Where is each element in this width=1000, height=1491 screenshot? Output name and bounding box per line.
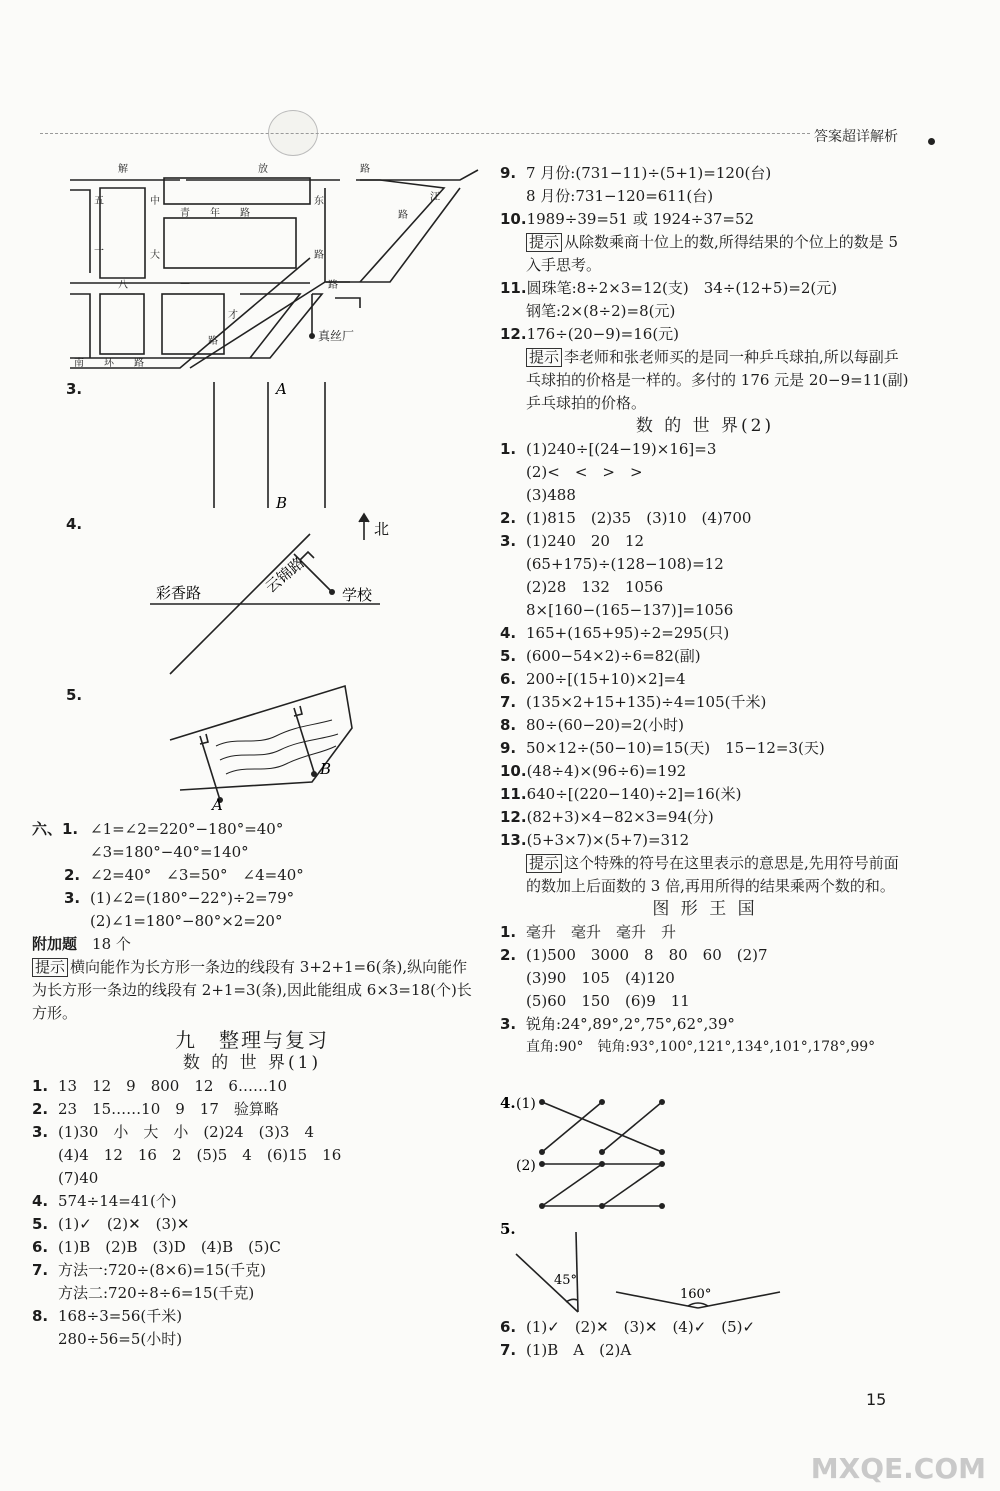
tip-block bbox=[500, 231, 910, 277]
answer-text: 23 15……10 9 17 验算略 bbox=[58, 1100, 279, 1118]
map-road-label: 一 bbox=[94, 246, 104, 257]
answer-text: ∠3=180°−40°=140° bbox=[90, 843, 249, 861]
left-answers bbox=[32, 818, 472, 1351]
answer-number: 6. bbox=[500, 1318, 517, 1336]
answer-text: 锐角:24°,89°,2°,75°,62°,39° bbox=[526, 1015, 735, 1033]
map-road-label: 青 bbox=[180, 208, 190, 219]
map-road-label: 八 bbox=[118, 280, 128, 291]
map-road-label: 路 bbox=[314, 250, 324, 261]
right-answers bbox=[500, 162, 910, 1059]
angle-label: 160° bbox=[680, 1287, 712, 1302]
answer-number: 7. bbox=[500, 1341, 517, 1359]
tip-text: 从除数乘商十位上的数,所得结果的个位上的数是 5 入手思考。 bbox=[526, 233, 899, 274]
answer-number: 1. bbox=[32, 1077, 49, 1095]
point-a-label: A bbox=[276, 380, 287, 398]
map-road-label: 年 bbox=[210, 208, 220, 219]
answer-line bbox=[500, 829, 910, 852]
section-title: 数 的 世 界(2) bbox=[635, 416, 775, 436]
answer-line bbox=[32, 1259, 472, 1282]
answer-line bbox=[500, 668, 910, 691]
answer-line bbox=[500, 461, 910, 484]
map-road-label: 南 bbox=[74, 358, 84, 369]
map-road-label: 路 bbox=[360, 164, 370, 175]
bonus-answer: 18 个 bbox=[92, 935, 131, 953]
answer-line bbox=[32, 1121, 472, 1144]
answer-text: 毫升 毫升 毫升 升 bbox=[526, 923, 677, 941]
answer-line bbox=[32, 910, 472, 933]
answer-text: (135×2+15+135)÷4=105(千米) bbox=[526, 693, 767, 711]
question-5-label: 5. bbox=[66, 686, 83, 704]
map-road-label: 江 bbox=[430, 192, 440, 203]
answer-number: 12. bbox=[500, 325, 527, 343]
answer-line bbox=[500, 553, 910, 576]
school-label: 学校 bbox=[342, 586, 373, 604]
answer-text: 168÷3=56(千米) bbox=[58, 1307, 183, 1325]
watermark: MXQE.COM bbox=[810, 1452, 986, 1485]
map-road-label: 路 bbox=[328, 280, 338, 291]
answer-text: (600−54×2)÷6=82(副) bbox=[526, 647, 701, 665]
answer-text: (1)500 3000 8 80 60 (2)7 bbox=[526, 946, 768, 964]
right-tail-answers bbox=[500, 1316, 910, 1362]
answer-line bbox=[32, 1144, 472, 1167]
question-label: 5. bbox=[500, 1220, 516, 1238]
answer-number: 3. bbox=[32, 1123, 49, 1141]
map-road-label: 环 bbox=[104, 358, 114, 369]
answer-line bbox=[32, 1190, 472, 1213]
road-label-caixiang: 彩香路 bbox=[156, 584, 202, 602]
answer-line bbox=[500, 691, 910, 714]
answer-line bbox=[500, 1036, 910, 1059]
point-b-label: B bbox=[276, 494, 288, 512]
answer-line bbox=[32, 818, 472, 841]
parallel-lines-figure bbox=[200, 378, 340, 514]
answer-text: (1)∠2=(180°−22°)÷2=79° bbox=[90, 889, 295, 907]
answer-text: (48÷4)×(96÷6)=192 bbox=[526, 762, 687, 780]
answer-text: (1)B A (2)A bbox=[526, 1341, 632, 1359]
answer-line bbox=[500, 1316, 910, 1339]
answer-text: (2)∠1=180°−80°×2=20° bbox=[90, 912, 283, 930]
answer-line bbox=[32, 1282, 472, 1305]
answer-number: 六、1. bbox=[32, 820, 79, 838]
header-bullet bbox=[928, 138, 935, 145]
answer-text: 圆珠笔:8÷2×3=12(支) 34÷(12+5)=2(元) bbox=[526, 279, 838, 297]
answer-number: 4. bbox=[500, 624, 517, 642]
tip-text: 李老师和张老师买的是同一种乒乓球拍,所以每副乒乓球拍的价格是一样的。多付的 176 元是 20−9=11(副)乒乓球拍的价格。 bbox=[526, 348, 909, 412]
angles-figure bbox=[498, 1218, 798, 1318]
tip-text: 这个特殊的符号在这里表示的意思是,先用符号前面的数加上后面数的 3 倍,再用所得的结果乘两个数的和。 bbox=[526, 854, 899, 895]
answer-line bbox=[32, 1213, 472, 1236]
answer-text: (1)B (2)B (3)D (4)B (5)C bbox=[58, 1238, 281, 1256]
answer-line bbox=[500, 507, 910, 530]
answer-text: 直角:90° 钝角:93°,100°,121°,134°,101°,178°,99° bbox=[526, 1039, 876, 1055]
answer-line bbox=[500, 990, 910, 1013]
answer-text: 1989÷39=51 或 1924÷37=52 bbox=[526, 210, 755, 228]
answer-text: 280÷56=5(小时) bbox=[58, 1330, 183, 1348]
answer-number: 4. bbox=[32, 1192, 49, 1210]
answer-line bbox=[500, 783, 910, 806]
answer-line bbox=[32, 1075, 472, 1098]
answer-number: 10. bbox=[500, 762, 527, 780]
answer-number: 5. bbox=[500, 647, 517, 665]
answer-line bbox=[500, 484, 910, 507]
answer-line bbox=[32, 1305, 472, 1328]
factory-label: 真丝厂 bbox=[318, 329, 355, 343]
answer-number: 10. bbox=[500, 210, 527, 228]
answer-number: 8. bbox=[32, 1307, 49, 1325]
answer-line bbox=[32, 1167, 472, 1190]
answer-text: (1)✓ (2)✕ (3)✕ (4)✓ (5)✓ bbox=[526, 1318, 756, 1336]
page-number: 15 bbox=[866, 1390, 887, 1409]
answer-text: (3)90 105 (4)120 bbox=[526, 969, 675, 987]
answer-text: (1)✓ (2)✕ (3)✕ bbox=[58, 1215, 190, 1233]
answer-line bbox=[32, 1328, 472, 1351]
street-map-figure bbox=[60, 158, 480, 380]
north-label: 北 bbox=[374, 520, 390, 538]
question-4-label: 4. bbox=[66, 515, 83, 533]
answer-line bbox=[500, 1339, 910, 1362]
map-road-label: 路 bbox=[240, 208, 250, 219]
answer-line bbox=[500, 944, 910, 967]
school-marker bbox=[329, 589, 335, 595]
tip-block bbox=[500, 852, 910, 898]
question-3-label: 3. bbox=[66, 380, 83, 398]
answer-text: (82+3)×4−82×3=94(分) bbox=[526, 808, 714, 826]
point-b-label: B bbox=[320, 760, 332, 778]
map-road-label: 才 bbox=[228, 310, 238, 321]
answer-number: 1. bbox=[500, 440, 517, 458]
header-title: 答案超详解析 bbox=[814, 129, 898, 145]
map-road-label: 中 bbox=[150, 196, 160, 207]
point-a-label: A bbox=[212, 796, 223, 810]
answer-line bbox=[500, 208, 910, 231]
answer-line bbox=[500, 806, 910, 829]
answer-line bbox=[500, 737, 910, 760]
answer-number: 2. bbox=[64, 866, 81, 884]
answer-text: (5+3×7)×(5+7)=312 bbox=[526, 831, 690, 849]
bonus-line bbox=[32, 933, 472, 956]
answer-line bbox=[500, 760, 910, 783]
answer-text: 方法二:720÷8÷6=15(千克) bbox=[58, 1284, 255, 1302]
tip-tag: 提示 bbox=[526, 348, 562, 367]
map-road-label: 五 bbox=[94, 196, 104, 207]
bonus-tip bbox=[32, 956, 472, 1025]
answer-line bbox=[500, 599, 910, 622]
answer-number: 6. bbox=[32, 1238, 49, 1256]
answer-line bbox=[500, 921, 910, 944]
answer-number: 11. bbox=[500, 785, 527, 803]
map-road-label: 路 bbox=[134, 358, 144, 369]
answer-line bbox=[500, 530, 910, 553]
answer-line bbox=[32, 841, 472, 864]
answer-text: 80÷(60−20)=2(小时) bbox=[526, 716, 684, 734]
answer-text: 13 12 9 800 12 6……10 bbox=[58, 1077, 288, 1095]
tip-tag: 提示 bbox=[526, 233, 562, 252]
answer-number: 3. bbox=[500, 532, 517, 550]
answer-line bbox=[32, 864, 472, 887]
bonus-label: 附加题 bbox=[32, 935, 78, 953]
map-road-label: 大 bbox=[150, 250, 160, 261]
answer-line bbox=[500, 714, 910, 737]
section-title: 数 的 世 界(1) bbox=[182, 1053, 322, 1073]
angle-label: 45° bbox=[554, 1273, 578, 1288]
question-label: 4. bbox=[500, 1094, 516, 1112]
road-label-yunjin: 云锦路 bbox=[261, 553, 308, 597]
answer-line bbox=[500, 622, 910, 645]
answer-text: (7)40 bbox=[58, 1169, 99, 1187]
answer-text: 8×[160−(165−137)]=1056 bbox=[526, 601, 734, 619]
answer-line bbox=[500, 277, 910, 300]
answer-text: 方法一:720÷(8×6)=15(千克) bbox=[58, 1261, 266, 1279]
answer-number: 3. bbox=[64, 889, 81, 907]
tip-tag: 提示 bbox=[32, 958, 68, 977]
answer-number: 6. bbox=[500, 670, 517, 688]
answer-number: 9. bbox=[500, 164, 517, 182]
answer-line bbox=[500, 162, 910, 185]
answer-text: (1)30 小 大 小 (2)24 (3)3 4 bbox=[58, 1123, 315, 1141]
answer-text: ∠2=40° ∠3=50° ∠4=40° bbox=[90, 866, 304, 884]
tip-tag: 提示 bbox=[526, 854, 562, 873]
tip-text: 横向能作为长方形一条边的线段有 3+2+1=6(条),纵向能作为长方形一条边的线段有 2+1=3(条),因此能组成 6×3=18(个)长方形。 bbox=[32, 958, 472, 1022]
map-road-label: 路 bbox=[398, 210, 408, 221]
river-figure bbox=[160, 680, 360, 810]
answer-text: (2)< < > > bbox=[526, 463, 643, 481]
map-road-label: 东 bbox=[314, 196, 324, 207]
answer-text: 钢笔:2×(8÷2)=8(元) bbox=[526, 302, 676, 320]
answer-line bbox=[500, 645, 910, 668]
answer-text: 176÷(20−9)=16(元) bbox=[526, 325, 680, 343]
answer-text: 574÷14=41(个) bbox=[58, 1192, 177, 1210]
header-rule bbox=[40, 133, 810, 134]
answer-text: (5)60 150 (6)9 11 bbox=[526, 992, 690, 1010]
answer-text: (4)4 12 16 2 (5)5 4 (6)15 16 bbox=[58, 1146, 342, 1164]
map-road-label: 路 bbox=[208, 336, 218, 347]
answer-text: 8 月份:731−120=611(台) bbox=[526, 187, 714, 205]
answer-number: 7. bbox=[500, 693, 517, 711]
answer-line bbox=[500, 576, 910, 599]
answer-text: (2)28 132 1056 bbox=[526, 578, 664, 596]
answer-text: 200÷[(15+10)×2]=4 bbox=[526, 670, 686, 688]
school-map-figure bbox=[140, 510, 400, 680]
map-road-label: 放 bbox=[258, 164, 268, 175]
answer-text: 640÷[(220−140)÷2]=16(米) bbox=[526, 785, 742, 803]
answer-number: 3. bbox=[500, 1015, 517, 1033]
answer-number: 7. bbox=[32, 1261, 49, 1279]
factory-marker bbox=[309, 333, 315, 339]
answer-line bbox=[500, 438, 910, 461]
answer-line bbox=[32, 1236, 472, 1259]
answer-number: 2. bbox=[500, 946, 517, 964]
part-label: (2) bbox=[516, 1158, 536, 1174]
answer-line bbox=[500, 185, 910, 208]
section-title: 图 形 王 国 bbox=[652, 899, 758, 919]
answer-number: 1. bbox=[500, 923, 517, 941]
answer-number: 11. bbox=[500, 279, 527, 297]
answer-text: (3)488 bbox=[526, 486, 576, 504]
answer-number: 2. bbox=[32, 1100, 49, 1118]
answer-text: 165+(165+95)÷2=295(只) bbox=[526, 624, 730, 642]
answer-text: 50×12÷(50−10)=15(天) 15−12=3(天) bbox=[526, 739, 825, 757]
answer-text: (1)240 20 12 bbox=[526, 532, 645, 550]
tip-block bbox=[500, 346, 910, 415]
answer-number: 9. bbox=[500, 739, 517, 757]
answer-line bbox=[500, 1013, 910, 1036]
answer-text: (65+175)÷(128−108)=12 bbox=[526, 555, 724, 573]
answer-line bbox=[32, 1098, 472, 1121]
answer-number: 5. bbox=[32, 1215, 49, 1233]
part-label: (1) bbox=[516, 1096, 536, 1112]
answer-text: (1)240÷[(24−19)×16]=3 bbox=[526, 440, 717, 458]
map-road-label: 解 bbox=[118, 164, 128, 175]
answer-number: 12. bbox=[500, 808, 527, 826]
answer-line bbox=[500, 300, 910, 323]
map-road-label: 一 bbox=[180, 280, 190, 291]
answer-line bbox=[32, 887, 472, 910]
chapter-title: 九 整理与复习 bbox=[175, 1028, 329, 1052]
answer-text: 7 月份:(731−11)÷(5+1)=120(台) bbox=[526, 164, 772, 182]
answer-text: ∠1=∠2=220°−180°=40° bbox=[90, 820, 284, 838]
answer-number: 13. bbox=[500, 831, 527, 849]
answer-line bbox=[500, 323, 910, 346]
answer-number: 8. bbox=[500, 716, 517, 734]
answer-line bbox=[500, 967, 910, 990]
answer-text: (1)815 (2)35 (3)10 (4)700 bbox=[526, 509, 752, 527]
dot-lines-figure bbox=[498, 1094, 688, 1216]
answer-number: 2. bbox=[500, 509, 517, 527]
